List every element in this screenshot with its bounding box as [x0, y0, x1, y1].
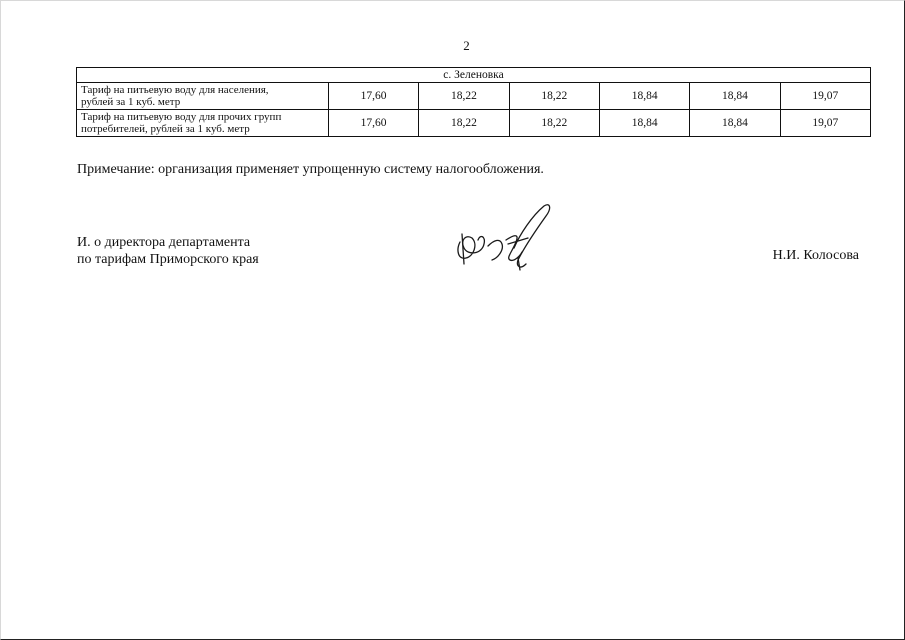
handwritten-signature — [448, 198, 558, 278]
tariff-value: 18,22 — [509, 83, 599, 110]
tariff-label-line1: Тариф на питьевую воду для населения, — [81, 84, 269, 96]
tax-note: Примечание: организация применяет упрощенную систему налогообложения. — [77, 162, 544, 177]
tariff-label-line2: потребителей, рублей за 1 куб. метр — [81, 123, 250, 135]
tariff-value: 17,60 — [328, 110, 418, 137]
signer-title — [77, 234, 259, 268]
tariff-value: 17,60 — [328, 83, 418, 110]
signer-title-line1: И. о директора департамента — [77, 235, 251, 250]
tariff-value: 19,07 — [780, 110, 870, 137]
table-row — [77, 110, 871, 137]
tariff-label — [77, 83, 329, 110]
tariff-value: 19,07 — [780, 83, 870, 110]
tariff-value: 18,22 — [509, 110, 599, 137]
tariff-value: 18,84 — [599, 110, 689, 137]
table-header-row — [77, 68, 871, 83]
page-number: 2 — [463, 38, 470, 53]
tariff-value: 18,84 — [690, 83, 780, 110]
tariff-value: 18,84 — [690, 110, 780, 137]
tariff-label-line1: Тариф на питьевую воду для прочих групп — [81, 111, 282, 123]
signer-title-line2: по тарифам Приморского края — [77, 252, 259, 267]
tariff-table — [76, 67, 871, 137]
tariff-value: 18,84 — [599, 83, 689, 110]
tariff-value: 18,22 — [419, 110, 509, 137]
tariff-label — [77, 110, 329, 137]
signer-name: Н.И. Колосова — [772, 248, 859, 263]
tariff-value: 18,22 — [419, 83, 509, 110]
settlement-name: с. Зеленовка — [77, 68, 871, 83]
tariff-label-line2: рублей за 1 куб. метр — [81, 96, 181, 108]
table-row — [77, 83, 871, 110]
